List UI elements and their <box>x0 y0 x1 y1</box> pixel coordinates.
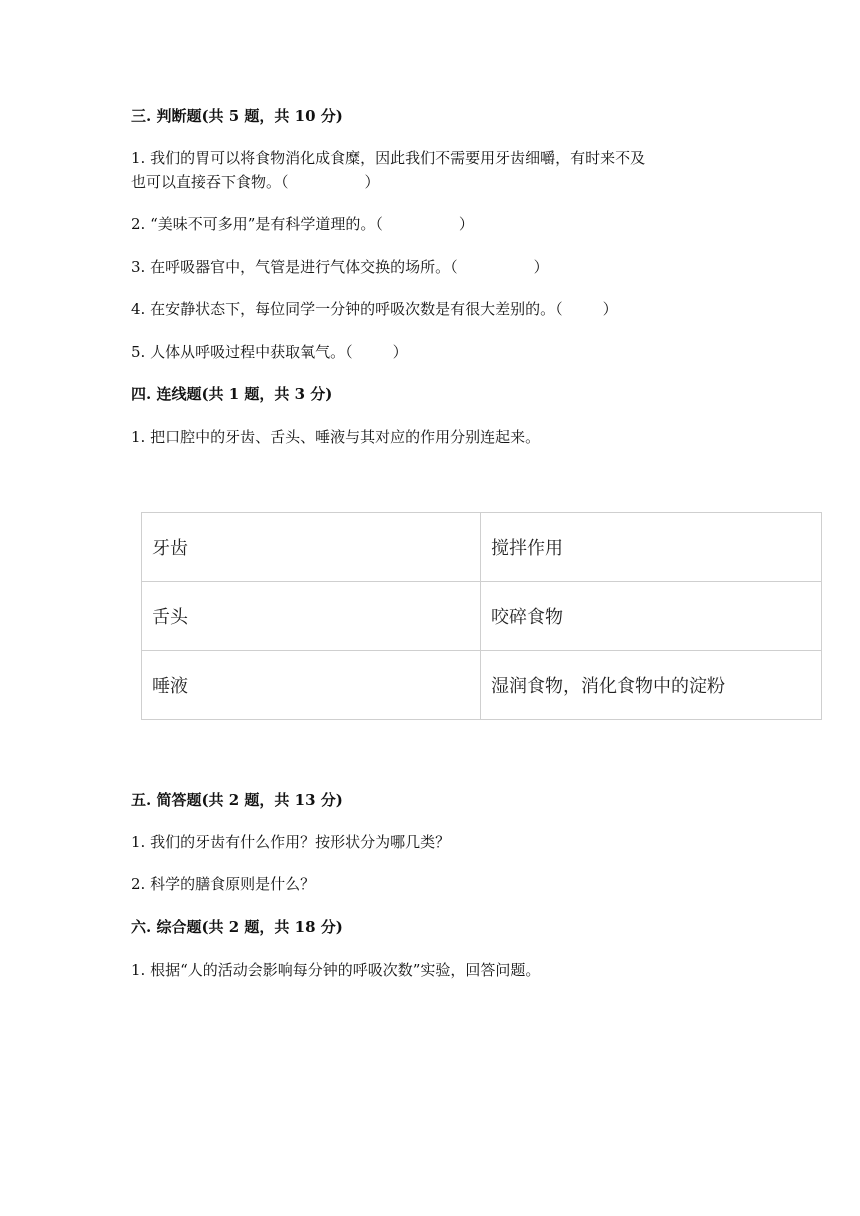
match-question-1: 1. 把口腔中的牙齿、舌头、唾液与其对应的作用分别连起来。 <box>131 428 541 446</box>
answer-paren-close: ） <box>364 173 380 191</box>
section4-heading: 四. 连线题(共 1 题，共 3 分) <box>131 385 333 403</box>
short-answer-question-1: 1. 我们的牙齿有什么作用？按形状分为哪几类？ <box>131 833 451 851</box>
match-right-cell: 咬碎食物 <box>481 582 822 651</box>
judge-question-2-text: 2. “美味不可多用”是有科学道理的。（ <box>131 215 383 233</box>
judge-question-3-text: 3. 在呼吸器官中，气管是进行气体交换的场所。（ <box>131 258 458 276</box>
short-answer-question-2: 2. 科学的膳食原则是什么？ <box>131 875 316 893</box>
match-left-cell: 牙齿 <box>142 513 481 582</box>
judge-question-1-text: 也可以直接吞下食物。（ <box>131 173 289 191</box>
comprehensive-question-1: 1. 根据“人的活动会影响每分钟的呼吸次数”实验，回答问题。 <box>131 961 541 979</box>
section3-heading: 三. 判断题(共 5 题，共 10 分) <box>131 107 343 125</box>
judge-question-1-cont <box>131 170 380 194</box>
judge-question-2 <box>131 212 474 236</box>
table-row <box>142 651 822 720</box>
match-left-cell: 舌头 <box>142 582 481 651</box>
section5-heading: 五. 简答题(共 2 题，共 13 分) <box>131 791 343 809</box>
judge-question-5 <box>131 340 408 364</box>
table-row <box>142 582 822 651</box>
judge-question-4-text: 4. 在安静状态下，每位同学一分钟的呼吸次数是有很大差别的。（ <box>131 300 563 318</box>
answer-paren-close: ） <box>533 258 549 276</box>
judge-question-1: 1. 我们的胃可以将食物消化成食糜，因此我们不需要用牙齿细嚼，有时来不及 <box>131 149 646 167</box>
answer-paren-close: ） <box>602 300 618 318</box>
table-row <box>142 513 822 582</box>
match-right-cell: 湿润食物，消化食物中的淀粉 <box>481 651 822 720</box>
match-left-cell: 唾液 <box>142 651 481 720</box>
match-right-cell: 搅拌作用 <box>481 513 822 582</box>
judge-question-4 <box>131 297 618 321</box>
judge-question-5-text: 5. 人体从呼吸过程中获取氧气。（ <box>131 343 353 361</box>
section6-heading: 六. 综合题(共 2 题，共 18 分) <box>131 918 343 936</box>
answer-paren-close: ） <box>392 343 408 361</box>
answer-paren-close: ） <box>458 215 474 233</box>
matching-table <box>141 512 822 720</box>
judge-question-3 <box>131 255 549 279</box>
